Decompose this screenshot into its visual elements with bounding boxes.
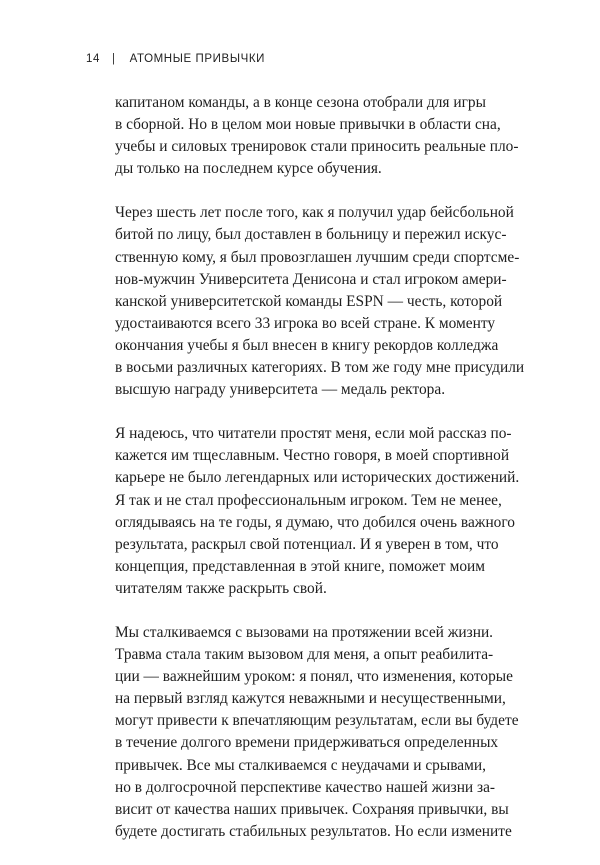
- text-line: на первый взгляд кажутся неважными и несущественными,: [115, 690, 506, 708]
- paragraph: [115, 622, 519, 843]
- book-title: АТОМНЫЕ ПРИВЫЧКИ: [129, 53, 266, 65]
- text-line: канской университетской команды ESPN — честь, которой: [115, 292, 503, 310]
- page-body: [115, 92, 525, 865]
- page-number: 14: [86, 53, 100, 65]
- text-line: результата, раскрыл свой потенциал. И я уверен в том, что: [115, 535, 499, 553]
- text-line: оглядываясь на те годы, я думаю, что добился очень важного: [115, 513, 515, 531]
- text-line: кажется им тщеславным. Честно говоря, в моей спортивной: [115, 447, 510, 465]
- header-separator: |: [112, 53, 116, 65]
- text-line: Я надеюсь, что читатели простят меня, если мой рассказ по-: [115, 425, 512, 443]
- text-line: карьере не было легендарных или исторических достижений.: [115, 469, 520, 487]
- running-header: [86, 53, 265, 65]
- text-line: ды только на последнем курсе обучения.: [115, 160, 382, 178]
- paragraph: [115, 423, 520, 600]
- text-line: в сборной. Но в целом мои новые привычки в области сна,: [115, 116, 501, 134]
- text-line: битой по лицу, был доставлен в больницу и пережил искус-: [115, 226, 507, 244]
- text-line: висит от качества наших привычек. Сохраняя привычки, вы: [115, 800, 509, 818]
- text-line: окончания учебы я был внесен в книгу рекордов колледжа: [115, 336, 499, 354]
- text-line: привычек. Все мы сталкиваемся с неудачами и срывами,: [115, 756, 486, 774]
- text-line: учебы и силовых тренировок стали приносить реальные пло-: [115, 138, 519, 156]
- text-line: ственную кому, я был провозглашен лучшим среди спортсме-: [115, 248, 520, 266]
- text-line: ции — важнейшим уроком: я понял, что изменения, которые: [115, 668, 513, 686]
- paragraph: [115, 202, 525, 401]
- text-line: читателям также раскрыть свой.: [115, 579, 327, 597]
- text-line: могут привести к впечатляющим результатам, если вы будете: [115, 712, 519, 730]
- paragraph: [115, 92, 519, 180]
- text-line: в восьми различных категориях. В том же году мне присудили: [115, 359, 525, 377]
- text-line: концепция, представленная в этой книге, поможет моим: [115, 557, 485, 575]
- text-line: нов-мужчин Университета Денисона и стал игроком амери-: [115, 270, 507, 288]
- text-line: капитаном команды, а в конце сезона отобрали для игры: [115, 94, 486, 111]
- text-line: будете достигать стабильных результатов. Но если измените: [115, 822, 512, 840]
- text-line: Я так и не стал профессиональным игроком. Тем не менее,: [115, 491, 502, 509]
- text-line: высшую награду университета — медаль ректора.: [115, 381, 446, 399]
- text-line: но в долгосрочной перспективе качество нашей жизни за-: [115, 778, 496, 796]
- text-line: в течение долгого времени придерживаться определенных: [115, 734, 499, 752]
- text-line: Травма стала таким вызовом для меня, а опыт реабилита-: [115, 646, 494, 664]
- text-line: Через шесть лет после того, как я получил удар бейсбольной: [115, 204, 514, 222]
- text-line: Мы сталкиваемся с вызовами на протяжении всей жизни.: [115, 623, 494, 641]
- text-line: удостаиваются всего 33 игрока во всей стране. К моменту: [115, 314, 496, 332]
